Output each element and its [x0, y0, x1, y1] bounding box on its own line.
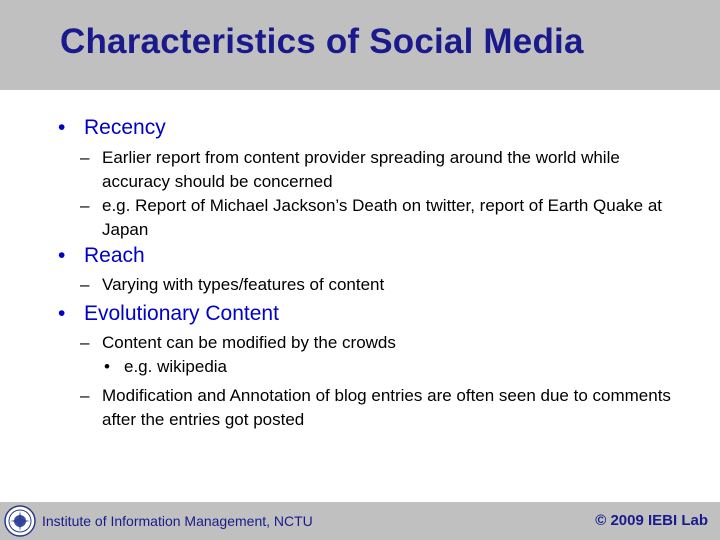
bullet-label: Evolutionary Content [84, 302, 279, 325]
bullet-dot: • [58, 116, 66, 139]
slide-title: Characteristics of Social Media [60, 22, 584, 61]
sub-bullet-text: Earlier report from content provider spreading around the world while accuracy should be concerned [102, 148, 620, 191]
bullet-label: Recency [84, 116, 166, 139]
bullet-dot: • [58, 244, 66, 267]
sub-bullet [80, 146, 690, 194]
sub-sub-bullet-text: e.g. wikipedia [124, 357, 228, 376]
dash-marker: – [80, 333, 90, 352]
sub-bullet-text: Modification and Annotation of blog entries are often seen due to comments after the entries got posted [102, 386, 671, 429]
university-seal-logo [4, 505, 36, 537]
footer-institution: Institute of Information Management, NCTU [42, 513, 313, 529]
bullet-dot: • [58, 302, 66, 325]
sub-bullet-text: Content can be modified by the crowds [102, 333, 396, 352]
bullet-label: Reach [84, 244, 145, 267]
sub-sub-bullet [104, 355, 227, 379]
dash-marker: – [80, 275, 90, 294]
sub-bullet [80, 194, 690, 242]
sub-bullet [80, 384, 690, 432]
dash-marker: – [80, 196, 90, 215]
sub-bullet [80, 273, 690, 297]
bullet-dot: • [104, 357, 110, 376]
dash-marker: – [80, 386, 90, 405]
footer-copyright: © 2009 IEBI Lab [595, 512, 708, 529]
sub-bullet-text: Varying with types/features of content [102, 275, 385, 294]
sub-bullet-text: e.g. Report of Michael Jackson’s Death on twitter, report of Earth Quake at Japan [102, 196, 663, 239]
dash-marker: – [80, 148, 90, 167]
sub-bullet [80, 331, 690, 355]
